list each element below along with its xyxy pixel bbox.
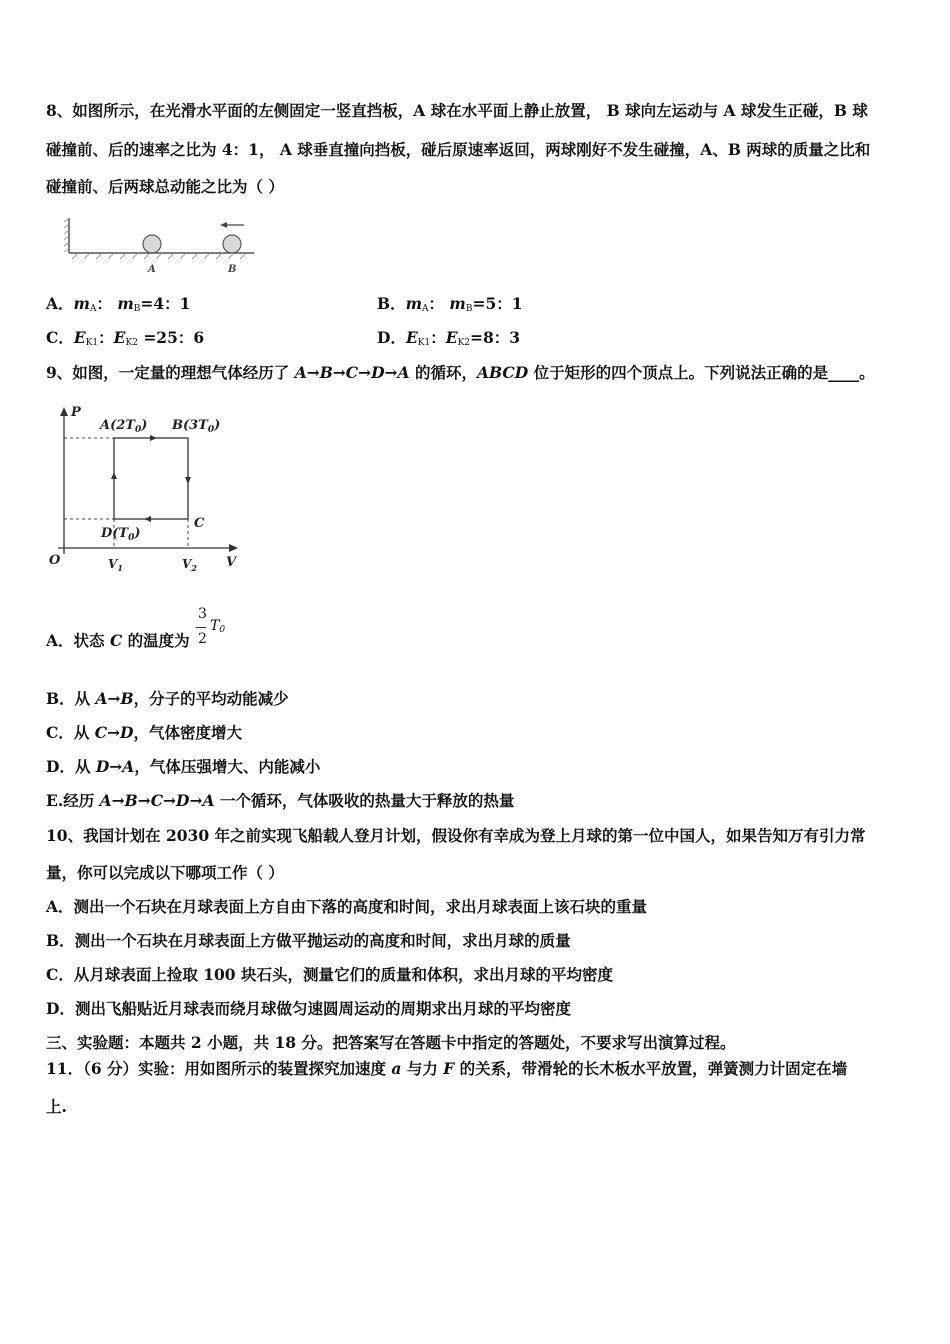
q8-stem-line2: 碰撞前、后的速率之比为 4：1， A 球垂直撞向挡板，碰后原速率返回，两球刚好不发生碰撞，A、B 两球的质量之比和 — [46, 140, 871, 159]
origin-label: O — [49, 553, 61, 568]
q9-pv-graph — [44, 404, 254, 584]
section-3-heading: 三、实验题：本题共 2 小题，共 18 分。把答案写在答题卡中指定的答题处，不要求写出演算过程。 — [46, 1033, 736, 1052]
q8-option-a: A．$m_A$： $m_B=4$：1 — [46, 294, 191, 314]
q9-option-c: C．从 C→D，气体密度增大 — [46, 723, 243, 742]
q11-stem-line2: 上. — [46, 1097, 67, 1116]
q8-option-d: D．$E_{K1}$：$E_{K2}=8$：3 — [377, 328, 521, 348]
frac-t: $T_0$ — [210, 618, 226, 635]
q8-option-c: C．$E_{K1}$：$E_{K2} =25$：6 — [46, 328, 205, 348]
axis-p-label: P — [71, 405, 81, 420]
q10-option-a: A．测出一个石块在月球表面上方自由下落的高度和时间，求出月球表面上该石块的重量 — [46, 897, 648, 916]
q9-stem: 9、如图，一定量的理想气体经历了 A→B→C→D→A 的循环，ABCD 位于矩形的四个顶点上。下列说法正确的是____。 — [46, 363, 875, 382]
v-axis-arrow — [229, 544, 238, 552]
q11-stem-line1: 11．（6 分）实验：用如图所示的装置探究加速度 a 与力 F 的关系，带滑轮的长木板水平放置，弹簧测力计固定在墙 — [46, 1059, 848, 1078]
v1-label: $V_1$ — [108, 557, 123, 573]
q9-option-a: A．状态 C 的温度为 — [46, 631, 190, 650]
q8-stem-line1: 8、如图所示，在光滑水平面的左侧固定一竖直挡板，A 球在水平面上静止放置， B 球向左运动与 A 球发生正碰，B 球 — [46, 101, 868, 120]
frac-bar — [196, 627, 206, 628]
axis-v-label: V — [226, 555, 237, 570]
q9-option-e: E.经历 A→B→C→D→A 一个循环，气体吸收的热量大于释放的热量 — [46, 791, 515, 810]
point-d-label: $D(T_0)$ — [101, 526, 141, 543]
arrow-cd — [144, 516, 151, 522]
frac-numerator: 3 — [198, 606, 207, 622]
v2-label: $V_2$ — [182, 557, 197, 573]
cycle-rectangle — [114, 438, 188, 519]
velocity-arrow-head — [220, 222, 227, 228]
ball-b — [223, 235, 241, 253]
floor-hatch — [72, 253, 246, 259]
q10-option-b: B．测出一个石块在月球表面上方做平抛运动的高度和时间，求出月球的质量 — [46, 931, 571, 950]
q8-collision-figure — [64, 213, 264, 278]
ball-a — [143, 235, 161, 253]
point-a-label: $A(2T_0)$ — [100, 418, 148, 435]
frac-denominator: 2 — [198, 631, 207, 647]
ball-a-label: A — [148, 264, 156, 275]
arrow-ab — [150, 435, 157, 441]
q10-stem-line1: 10、我国计划在 2030 年之前实现飞船载人登月计划，假设你有幸成为登上月球的第一位中国人，如果告知万有引力常 — [46, 826, 866, 845]
arrow-bc — [185, 477, 191, 484]
q10-stem-line2: 量，你可以完成以下哪项工作（ ） — [46, 863, 284, 882]
q9-fraction — [192, 606, 232, 652]
point-c-label: C — [194, 516, 205, 531]
q8-stem-line3: 碰撞前、后两球总动能之比为（ ） — [46, 177, 284, 196]
p-axis-arrow — [60, 407, 68, 416]
q8-option-b: B．$m_A$： $m_B=5$：1 — [377, 294, 523, 314]
q10-option-c: C．从月球表面上捡取 100 块石头，测量它们的质量和体积，求出月球的平均密度 — [46, 965, 613, 984]
arrow-da — [111, 472, 117, 479]
q9-option-d: D．从 D→A，气体压强增大、内能减小 — [46, 757, 321, 776]
q9-option-b: B．从 A→B，分子的平均动能减少 — [46, 689, 289, 708]
point-b-label: $B(3T_0)$ — [172, 418, 221, 435]
ball-b-label: B — [228, 264, 237, 275]
q10-option-d: D．测出飞船贴近月球表而绕月球做匀速圆周运动的周期求出月球的平均密度 — [46, 999, 571, 1018]
